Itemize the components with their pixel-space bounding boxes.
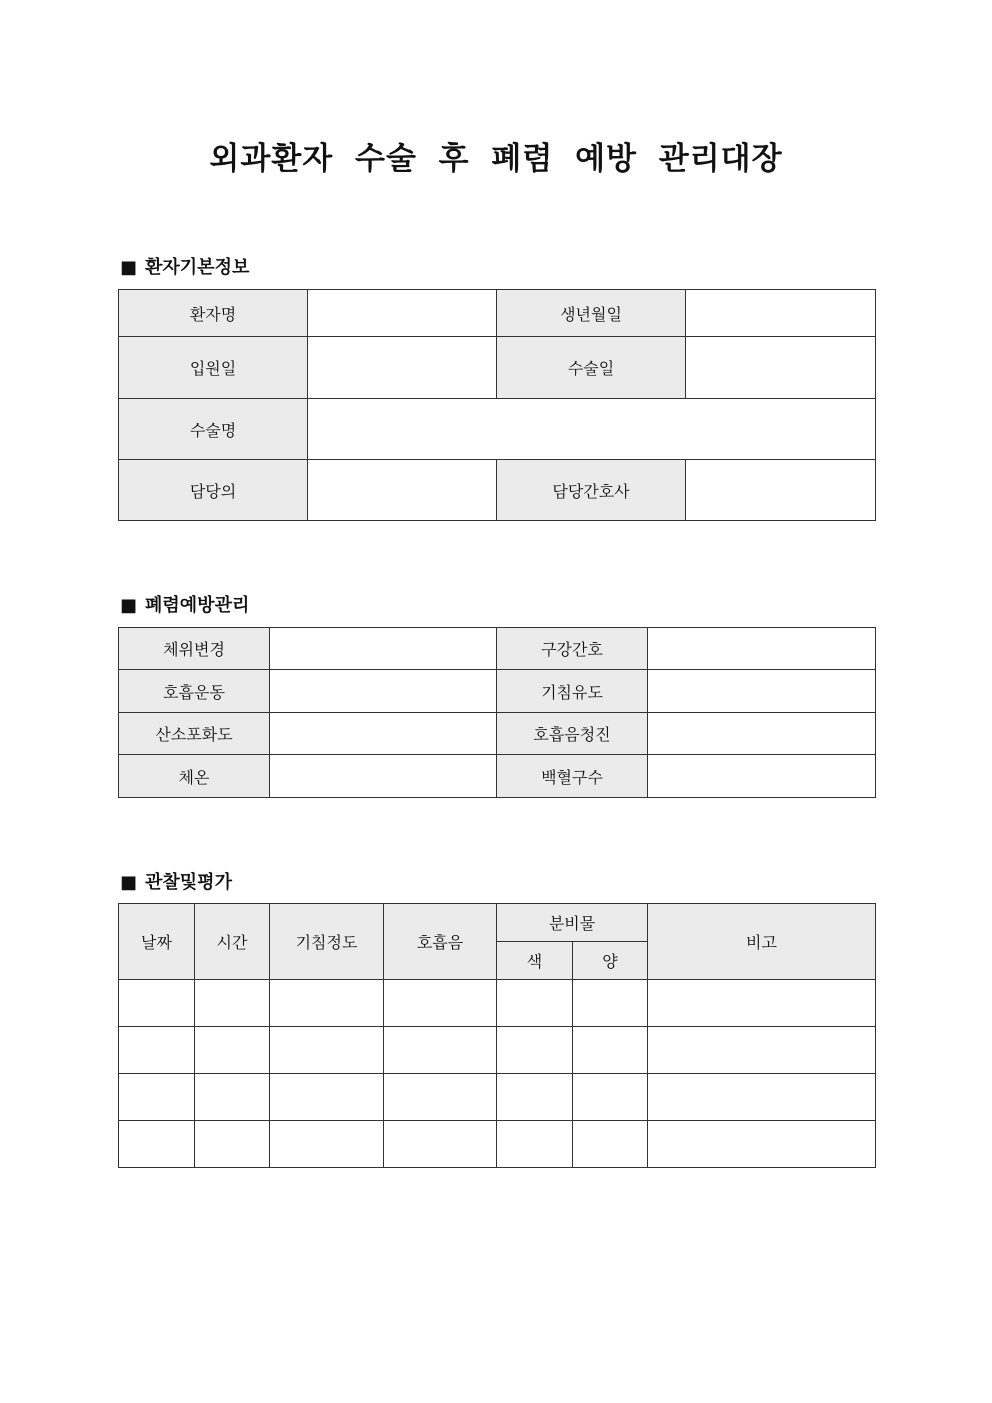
section-title-label: 관찰및평가 xyxy=(145,872,232,893)
field-surgery-name[interactable] xyxy=(308,399,876,460)
table-row xyxy=(119,628,876,670)
cell-date[interactable] xyxy=(119,1121,195,1168)
label-surgery-date: 수술일 xyxy=(497,337,686,399)
label-cough-induction: 기침유도 xyxy=(497,670,648,713)
field-doctor[interactable] xyxy=(308,460,497,521)
cell-time[interactable] xyxy=(195,980,270,1027)
field-cough-induction[interactable] xyxy=(648,670,876,713)
field-oral-care[interactable] xyxy=(648,628,876,670)
table-row xyxy=(119,460,876,521)
header-cough-level: 기침정도 xyxy=(270,904,384,980)
cell-secretion-amount[interactable] xyxy=(573,1074,648,1121)
label-nurse: 담당간호사 xyxy=(497,460,686,521)
cell-time[interactable] xyxy=(195,1121,270,1168)
label-admission-date: 입원일 xyxy=(119,337,308,399)
section-title-label: 환자기본정보 xyxy=(145,257,250,278)
section-title-prevention xyxy=(120,591,249,617)
label-wbc-count: 백혈구수 xyxy=(497,755,648,798)
header-time: 시간 xyxy=(195,904,270,980)
section-title-patient-info xyxy=(120,253,249,279)
header-secretion-color: 색 xyxy=(497,942,573,980)
field-body-temperature[interactable] xyxy=(270,755,497,798)
page-title: 외과환자 수술 후 폐렴 예방 관리대장 xyxy=(209,141,783,177)
table-row xyxy=(119,290,876,337)
table-row xyxy=(119,1027,876,1074)
field-patient-name[interactable] xyxy=(308,290,497,337)
cell-date[interactable] xyxy=(119,1074,195,1121)
field-admission-date[interactable] xyxy=(308,337,497,399)
header-secretion: 분비물 xyxy=(497,904,648,942)
square-bullet-icon: ■ xyxy=(120,595,138,616)
cell-secretion-color[interactable] xyxy=(497,980,573,1027)
field-breath-auscultation[interactable] xyxy=(648,713,876,755)
label-surgery-name: 수술명 xyxy=(119,399,308,460)
header-date: 날짜 xyxy=(119,904,195,980)
field-surgery-date[interactable] xyxy=(686,337,876,399)
square-bullet-icon: ■ xyxy=(120,872,138,893)
table-header-row xyxy=(119,904,876,942)
table-row xyxy=(119,399,876,460)
label-breath-auscultation: 호흡음청진 xyxy=(497,713,648,755)
field-nurse[interactable] xyxy=(686,460,876,521)
header-note: 비고 xyxy=(648,904,876,980)
cell-note[interactable] xyxy=(648,980,876,1027)
header-secretion-amount: 양 xyxy=(573,942,648,980)
table-row xyxy=(119,1074,876,1121)
label-oral-care: 구강간호 xyxy=(497,628,648,670)
table-row xyxy=(119,337,876,399)
label-breathing-exercise: 호흡운동 xyxy=(119,670,270,713)
label-body-temperature: 체온 xyxy=(119,755,270,798)
label-position-change: 체위변경 xyxy=(119,628,270,670)
section-title-label: 폐렴예방관리 xyxy=(145,595,250,616)
cell-breath-sound[interactable] xyxy=(384,980,497,1027)
cell-secretion-amount[interactable] xyxy=(573,980,648,1027)
label-oxygen-saturation: 산소포화도 xyxy=(119,713,270,755)
table-row xyxy=(119,670,876,713)
cell-note[interactable] xyxy=(648,1074,876,1121)
cell-breath-sound[interactable] xyxy=(384,1121,497,1168)
patient-info-table xyxy=(118,289,876,521)
label-birth-date: 생년월일 xyxy=(497,290,686,337)
cell-cough-level[interactable] xyxy=(270,1121,384,1168)
observation-table xyxy=(118,903,876,1168)
cell-breath-sound[interactable] xyxy=(384,1074,497,1121)
header-breath-sound: 호흡음 xyxy=(384,904,497,980)
table-row xyxy=(119,980,876,1027)
cell-date[interactable] xyxy=(119,1027,195,1074)
prevention-table xyxy=(118,627,876,798)
field-oxygen-saturation[interactable] xyxy=(270,713,497,755)
cell-date[interactable] xyxy=(119,980,195,1027)
cell-time[interactable] xyxy=(195,1074,270,1121)
cell-secretion-color[interactable] xyxy=(497,1027,573,1074)
cell-note[interactable] xyxy=(648,1121,876,1168)
cell-note[interactable] xyxy=(648,1027,876,1074)
label-doctor: 담당의 xyxy=(119,460,308,521)
table-row xyxy=(119,755,876,798)
field-birth-date[interactable] xyxy=(686,290,876,337)
field-wbc-count[interactable] xyxy=(648,755,876,798)
cell-secretion-color[interactable] xyxy=(497,1074,573,1121)
section-title-observation xyxy=(120,868,232,894)
cell-secretion-color[interactable] xyxy=(497,1121,573,1168)
table-row xyxy=(119,1121,876,1168)
table-row xyxy=(119,713,876,755)
field-position-change[interactable] xyxy=(270,628,497,670)
cell-cough-level[interactable] xyxy=(270,1027,384,1074)
square-bullet-icon: ■ xyxy=(120,257,138,278)
cell-time[interactable] xyxy=(195,1027,270,1074)
cell-cough-level[interactable] xyxy=(270,980,384,1027)
cell-secretion-amount[interactable] xyxy=(573,1027,648,1074)
cell-breath-sound[interactable] xyxy=(384,1027,497,1074)
field-breathing-exercise[interactable] xyxy=(270,670,497,713)
cell-cough-level[interactable] xyxy=(270,1074,384,1121)
cell-secretion-amount[interactable] xyxy=(573,1121,648,1168)
label-patient-name: 환자명 xyxy=(119,290,308,337)
